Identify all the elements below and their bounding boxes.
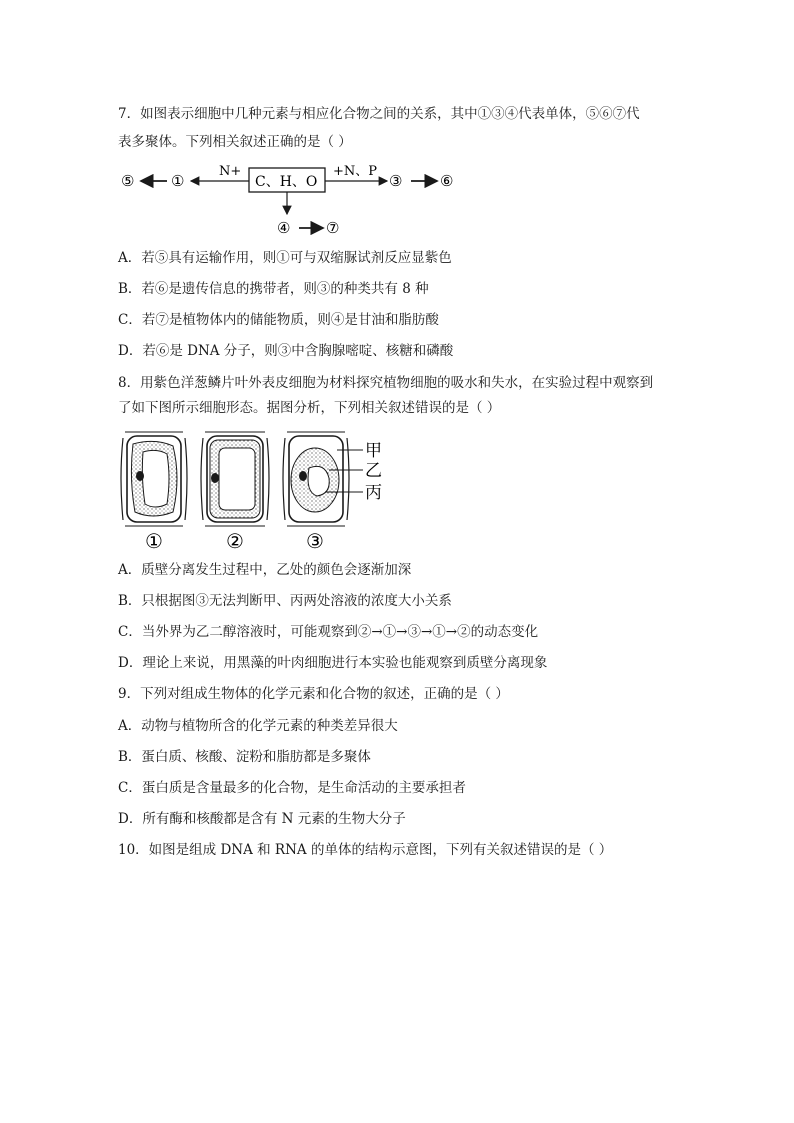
q9-stem: 9．下列对组成生物体的化学元素和化合物的叙述，正确的是（ ） [118,686,509,702]
cell-label-3: ③ [306,529,324,553]
q7-diagram [115,158,475,242]
part-label-bing: 丙 [365,483,382,503]
node-7: ⑦ [326,219,340,237]
q8-cell-figure [115,428,395,554]
q7-stem-line1: 7．如图表示细胞中几种元素与相应化合物之间的关系，其中①③④代表单体，⑤⑥⑦代 [118,106,640,122]
q8-stem-line1: 8．用紫色洋葱鳞片叶外表皮细胞为材料探究植物细胞的吸水和失水，在实验过程中观察到 [118,375,654,391]
q9-option-c: C．蛋白质是含量最多的化合物，是生命活动的主要承担者 [118,780,466,796]
node-3: ③ [389,172,403,190]
q9-option-b: B．蛋白质、核酸、淀粉和脂肪都是多聚体 [118,749,371,765]
element-box-text: C、H、O [255,174,318,190]
q8-option-a: A．质壁分离发生过程中，乙处的颜色会逐渐加深 [118,562,412,578]
q9-option-d: D．所有酶和核酸都是含有 N 元素的生物大分子 [118,811,406,827]
part-label-jia: 甲 [365,441,382,461]
q10-stem: 10．如图是组成 DNA 和 RNA 的单体的结构示意图，下列有关叙述错误的是（ ） [118,842,613,858]
cell-label-1: ① [145,529,163,553]
label-n-p: +N、P [333,164,378,179]
q7-option-c: C．若⑦是植物体内的储能物质，则④是甘油和脂肪酸 [118,312,439,328]
cell-label-2: ② [226,529,244,553]
q8-stem-line2: 了如下图所示细胞形态。据图分析，下列相关叙述错误的是（ ） [118,400,501,416]
node-5: ⑤ [121,172,135,190]
q8-option-c: C．当外界为乙二醇溶液时，可能观察到②→①→③→①→②的动态变化 [118,624,539,640]
node-6: ⑥ [440,172,454,190]
part-label-yi: 乙 [365,461,382,481]
cell-3 [283,432,363,526]
q8-option-b: B．只根据图③无法判断甲、丙两处溶液的浓度大小关系 [118,593,452,609]
cell-2 [201,432,269,526]
node-1: ① [171,172,185,190]
node-4: ④ [277,219,291,237]
q7-option-b: B．若⑥是遗传信息的携带者，则③的种类共有 8 种 [118,281,429,297]
cell-1 [121,432,187,526]
label-n-plus: N+ [219,164,242,179]
q9-option-a: A．动物与植物所含的化学元素的种类差异很大 [118,718,398,734]
q7-stem-line2: 表多聚体。下列相关叙述正确的是（ ） [118,134,352,150]
q7-option-d: D．若⑥是 DNA 分子，则③中含胸腺嘧啶、核糖和磷酸 [118,343,454,359]
q7-option-a: A．若⑤具有运输作用，则①可与双缩脲试剂反应显紫色 [118,250,452,266]
q8-option-d: D．理论上来说，用黑藻的叶肉细胞进行本实验也能观察到质壁分离现象 [118,655,548,671]
